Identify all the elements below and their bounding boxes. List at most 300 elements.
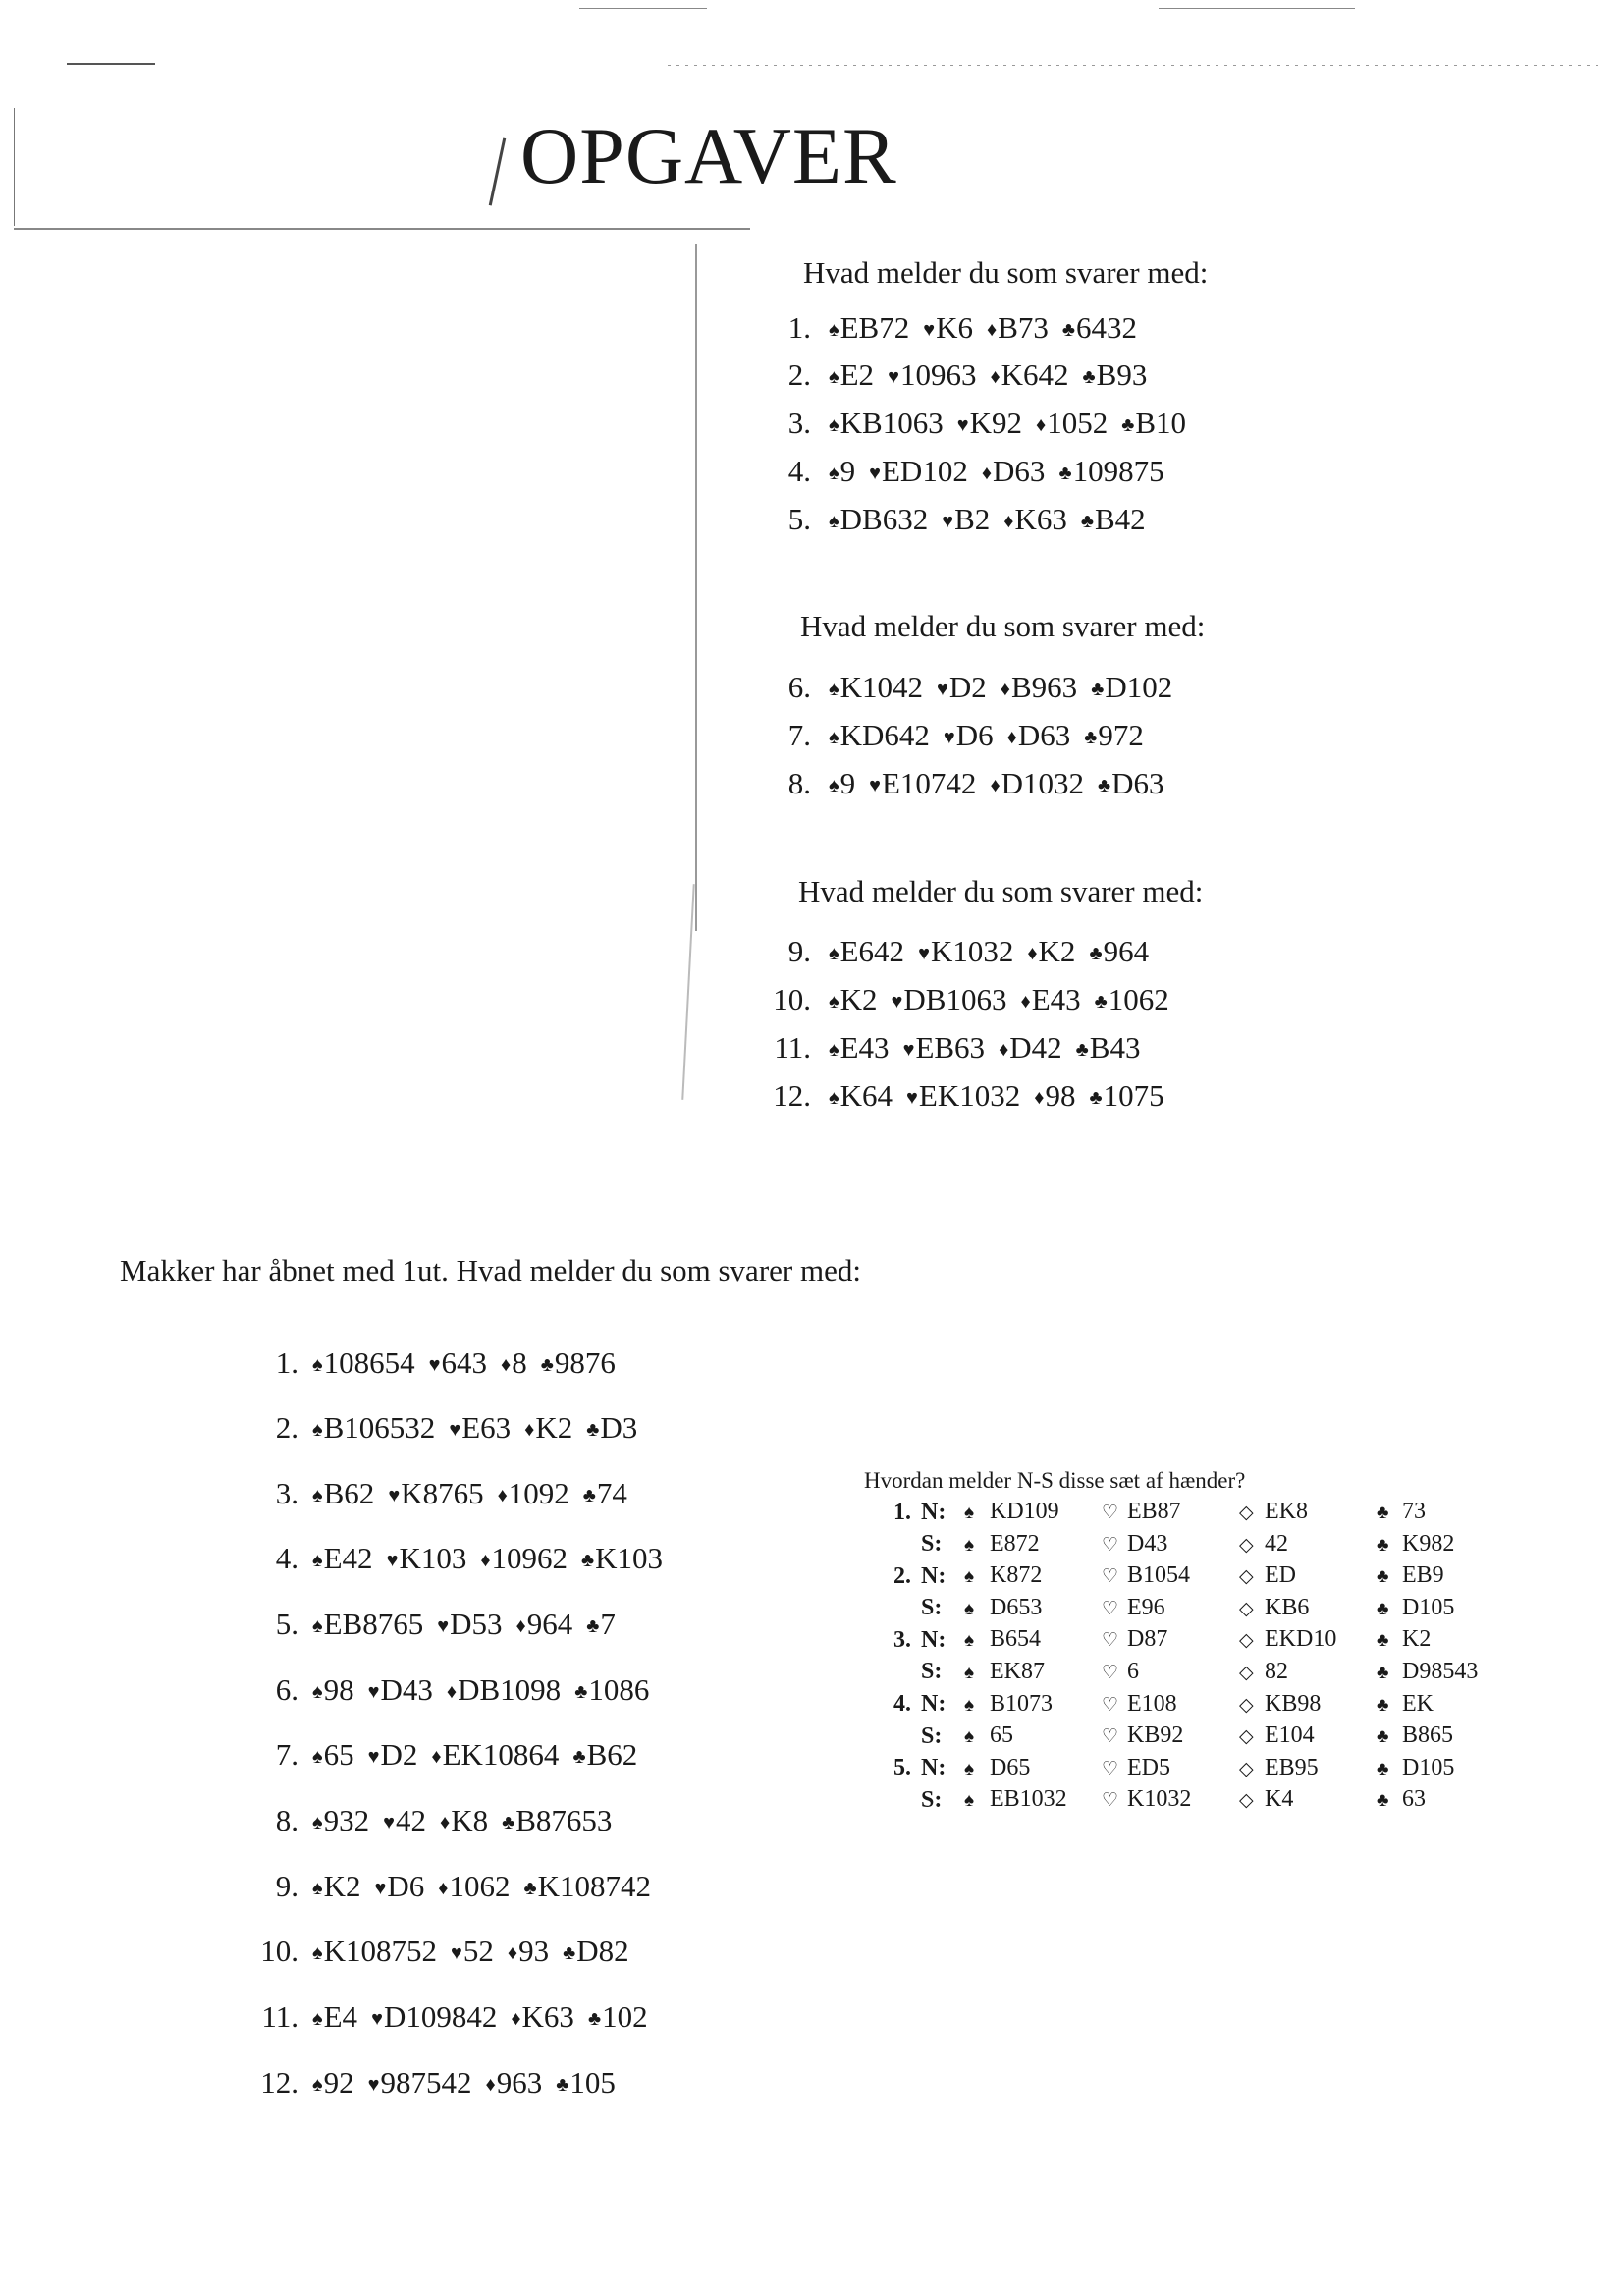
spades-cell [964,1753,1102,1785]
hand-value: D2 [380,1737,418,1772]
cell-value: D105 [1402,1594,1455,1620]
scan-line-vertical [695,244,697,931]
clubs-cell [1377,1657,1494,1689]
hand-row [245,2067,616,2098]
heart-icon: ♥ [869,775,881,796]
cell-value: B1054 [1127,1562,1191,1589]
spade-icon: ♠ [312,1485,323,1506]
diamonds-suit-icon: ◇ [1239,1758,1254,1779]
clubs-suit-icon: ♣ [1377,1790,1389,1812]
diamonds-suit-icon: ◇ [1239,1598,1254,1619]
cell-value: EB1032 [990,1786,1067,1813]
scan-line-top-right [1159,8,1355,9]
hand-value: 1092 [508,1476,569,1510]
heart-icon: ♥ [388,1485,401,1506]
hand-value: K642 [1001,357,1069,392]
hand-row [245,1936,629,1966]
diamond-icon: ♦ [497,1485,508,1506]
spades-cell [964,1497,1102,1529]
hand-value: 1. [275,1345,298,1380]
hand-row [245,1347,616,1378]
hand-value: K6 [936,310,974,345]
diamond-icon: ♦ [438,1878,449,1899]
hand-row [756,456,1164,486]
hand-value: B42 [1095,502,1146,536]
clubs-suit-icon: ♣ [1377,1566,1389,1588]
club-icon: ♣ [572,1746,586,1768]
hand-value: 9876 [554,1345,616,1380]
section-2-header: Hvad melder du som svarer med: [800,609,1206,643]
seat-label [921,1560,964,1593]
diamonds-suit-icon: ◇ [1239,1630,1254,1652]
ns-table-row [864,1657,1494,1689]
cell-value: 4. [893,1691,911,1718]
hand-value: 12. [260,2065,298,2100]
diamond-icon: ♦ [987,319,998,341]
hand-value: E63 [461,1410,512,1445]
spades-suit-icon: ♠ [964,1534,975,1556]
hand-value: 7. [275,1737,298,1772]
heart-icon: ♥ [449,1419,461,1441]
club-icon: ♣ [1082,366,1096,388]
cell-value: D105 [1402,1754,1455,1780]
ns-table-row [864,1497,1494,1529]
cell-value: E108 [1127,1690,1177,1717]
hand-value: 7 [600,1607,616,1641]
hand-value: B106532 [323,1410,436,1445]
hand-value: ED102 [882,454,968,488]
row-number [864,1560,921,1593]
hand-value: 987542 [380,2065,472,2100]
hearts-cell [1102,1721,1239,1753]
diamonds-cell [1239,1529,1377,1561]
cell-value: N: [921,1691,947,1718]
hand-value: 932 [323,1803,370,1837]
hand-value: 8. [275,1803,298,1837]
clubs-cell [1377,1689,1494,1722]
cell-value: D87 [1127,1626,1168,1653]
heart-icon: ♥ [943,727,955,748]
diamond-icon: ♦ [981,463,993,484]
hand-value: 102 [602,1999,648,2034]
cell-value: EK [1402,1690,1434,1717]
hand-value: B2 [954,502,991,536]
hand-value: D53 [450,1607,503,1641]
diamond-icon: ♦ [999,1039,1009,1061]
spade-icon: ♠ [829,943,839,964]
hand-value: 3. [275,1476,298,1510]
hand-value: 10962 [491,1541,568,1575]
club-icon: ♣ [1094,991,1108,1012]
scan-line-top-left [67,63,155,65]
club-icon: ♣ [582,1485,596,1506]
hand-value: K2 [1038,934,1076,968]
hand-value: D43 [380,1672,433,1707]
club-icon: ♣ [1061,319,1076,341]
hand-value: 11. [774,1030,811,1065]
hand-value: 52 [462,1934,494,1968]
clubs-cell [1377,1721,1494,1753]
hand-value: 963 [496,2065,543,2100]
cell-value: EB87 [1127,1499,1181,1524]
cell-value: D98543 [1402,1658,1479,1684]
hand-value: K2 [535,1410,573,1445]
cell-value: ED [1265,1562,1296,1589]
cell-value: K982 [1402,1530,1455,1557]
hearts-suit-icon: ♡ [1102,1566,1119,1588]
cell-value: EB95 [1265,1754,1319,1780]
spade-icon: ♠ [312,1942,323,1964]
cell-value: B654 [990,1626,1042,1653]
hand-value: B93 [1096,357,1148,392]
diamond-icon: ♦ [480,1550,491,1571]
diamonds-cell [1239,1560,1377,1593]
hearts-cell [1102,1753,1239,1785]
diamond-icon: ♦ [1000,679,1010,700]
hand-value: K1032 [930,934,1014,968]
diamonds-cell [1239,1624,1377,1657]
hand-row [756,359,1147,390]
hand-value: K2 [839,982,878,1016]
hand-row [756,768,1164,798]
hand-value: EK1032 [918,1078,1021,1113]
cell-value: K872 [990,1562,1043,1589]
hand-value: 7. [787,718,811,752]
cell-value: E96 [1127,1594,1165,1620]
hand-value: D82 [576,1934,629,1968]
hand-row [756,672,1172,702]
hand-value: 9 [839,454,856,488]
diamond-icon: ♦ [1034,1087,1045,1109]
hand-value: 9 [839,766,856,800]
scan-line-top [579,8,707,9]
hand-value: K108742 [537,1869,652,1903]
hand-value: 972 [1098,718,1144,752]
clubs-cell [1377,1529,1494,1561]
ns-table-row [864,1529,1494,1561]
cell-value: KB98 [1265,1690,1322,1717]
club-icon: ♣ [563,1942,576,1964]
cell-value: 2. [893,1562,911,1589]
hand-row [756,720,1144,750]
spade-icon: ♠ [829,727,839,748]
makker-header: Makker har åbnet med 1ut. Hvad melder du som svarer med: [120,1253,861,1287]
spade-icon: ♠ [829,366,839,388]
diamonds-cell [1239,1753,1377,1785]
diamonds-suit-icon: ◇ [1239,1790,1254,1812]
hand-row [245,1805,612,1835]
hand-value: 5. [275,1607,298,1641]
spade-icon: ♠ [312,1681,323,1703]
spades-cell [964,1689,1102,1722]
hand-value: 8 [512,1345,527,1380]
hand-value: E42 [323,1541,373,1575]
hand-value: E642 [839,934,905,968]
hand-value: K108752 [323,1934,438,1968]
hand-value: D63 [1111,766,1164,800]
hand-row [245,1543,663,1573]
spade-icon: ♠ [829,991,839,1012]
hand-value: E10742 [882,766,977,800]
spade-icon: ♠ [829,1087,839,1109]
row-number [864,1784,921,1817]
clubs-cell [1377,1560,1494,1593]
ns-table [864,1497,1494,1817]
seat-label [921,1529,964,1561]
seat-label [921,1593,964,1625]
spades-suit-icon: ♠ [964,1503,975,1523]
diamonds-cell [1239,1657,1377,1689]
hand-value: K64 [839,1078,893,1113]
heart-icon: ♥ [906,1087,918,1109]
row-number [864,1753,921,1785]
hand-value: 93 [518,1934,550,1968]
diamond-icon: ♦ [507,1942,518,1964]
cell-value: EK87 [990,1658,1045,1684]
hand-value: KD642 [839,718,930,752]
clubs-suit-icon: ♣ [1377,1726,1389,1748]
hand-row [756,408,1186,438]
cell-value: N: [921,1562,947,1589]
hand-value: D6 [955,718,994,752]
hand-value: K2 [323,1869,361,1903]
diamond-icon: ♦ [1006,727,1017,748]
diamond-icon: ♦ [440,1812,451,1833]
hand-value: 6432 [1076,310,1138,345]
hand-value: 10. [773,982,811,1016]
heart-icon: ♥ [374,1878,387,1899]
cell-value: EB9 [1402,1562,1444,1589]
diamond-icon: ♦ [990,366,1001,388]
spade-icon: ♠ [312,1615,323,1637]
clubs-suit-icon: ♣ [1377,1694,1389,1716]
diamond-icon: ♦ [990,775,1001,796]
hand-value: E43 [839,1030,890,1065]
scan-line-under-title [14,228,750,230]
diamond-icon: ♦ [1035,414,1047,436]
cell-value: E104 [1265,1722,1315,1749]
row-number [864,1593,921,1625]
hand-value: 105 [569,2065,616,2100]
cell-value: E872 [990,1530,1040,1557]
diamonds-suit-icon: ◇ [1239,1726,1254,1748]
spades-suit-icon: ♠ [964,1630,975,1652]
club-icon: ♣ [1089,943,1103,964]
hand-value: D2 [948,670,987,704]
diamond-icon: ♦ [446,1681,458,1703]
hand-value: 3. [787,406,811,440]
hand-value: B62 [323,1476,375,1510]
cell-value: D65 [990,1754,1031,1780]
hearts-cell [1102,1624,1239,1657]
hand-value: EK10864 [442,1737,560,1772]
cell-value: 73 [1402,1499,1426,1524]
spade-icon: ♠ [829,463,839,484]
hand-value: 964 [1103,934,1150,968]
hand-value: 11. [261,1999,298,2034]
hand-value: 1. [787,310,811,345]
heart-icon: ♥ [383,1812,395,1833]
hand-value: 12. [773,1078,811,1113]
club-icon: ♣ [1098,775,1111,796]
seat-label [921,1624,964,1657]
hand-value: 4. [275,1541,298,1575]
hearts-suit-icon: ♡ [1102,1726,1119,1748]
club-icon: ♣ [1075,1039,1089,1061]
hand-value: E43 [1031,982,1081,1016]
cell-value: B1073 [990,1690,1054,1717]
hand-value: EB8765 [323,1607,424,1641]
hand-value: 5. [787,502,811,536]
spades-cell [964,1784,1102,1817]
seat-label [921,1689,964,1722]
hand-value: D6 [387,1869,425,1903]
hand-value: D3 [600,1410,638,1445]
hand-value: B10 [1135,406,1186,440]
cell-value: KD109 [990,1499,1059,1524]
hearts-suit-icon: ♡ [1102,1598,1119,1619]
hand-value: D1032 [1001,766,1085,800]
hand-value: 1075 [1103,1078,1164,1113]
heart-icon: ♥ [923,319,936,341]
ns-table-row [864,1784,1494,1817]
spades-cell [964,1593,1102,1625]
clubs-suit-icon: ♣ [1377,1662,1389,1683]
spades-cell [964,1657,1102,1689]
spades-suit-icon: ♠ [964,1790,975,1812]
diamond-icon: ♦ [1003,511,1014,532]
spade-icon: ♠ [312,1878,323,1899]
hand-value: DB1098 [458,1672,562,1707]
hand-value: D63 [993,454,1046,488]
heart-icon: ♥ [956,414,969,436]
hand-value: 643 [441,1345,487,1380]
hand-value: 109875 [1072,454,1164,488]
hearts-cell [1102,1529,1239,1561]
clubs-suit-icon: ♣ [1377,1503,1389,1523]
hand-value: B963 [1011,670,1078,704]
hearts-suit-icon: ♡ [1102,1790,1119,1812]
spades-suit-icon: ♠ [964,1598,975,1619]
seat-label [921,1784,964,1817]
title-tick-mark [489,137,506,205]
row-number [864,1497,921,1529]
spade-icon: ♠ [829,414,839,436]
cell-value: D653 [990,1594,1043,1620]
hand-row [756,1080,1164,1111]
cell-value: EK8 [1265,1499,1308,1524]
hand-row [245,1412,637,1443]
club-icon: ♣ [586,1419,600,1441]
ns-table-row [864,1721,1494,1753]
cell-value: B865 [1402,1722,1454,1749]
hand-value: 6. [275,1672,298,1707]
hand-row [245,1674,649,1705]
row-number [864,1721,921,1753]
heart-icon: ♥ [371,2008,383,2030]
cell-value: K1032 [1127,1786,1192,1813]
diamond-icon: ♦ [501,1354,512,1376]
hearts-suit-icon: ♡ [1102,1662,1119,1683]
spades-suit-icon: ♠ [964,1662,975,1683]
hand-value: KB1063 [839,406,944,440]
hand-value: D42 [1009,1030,1062,1065]
hand-value: 10. [260,1934,298,1968]
row-number [864,1624,921,1657]
heart-icon: ♥ [937,679,948,700]
cell-value: S: [921,1531,943,1558]
cell-value: S: [921,1722,943,1749]
spade-icon: ♠ [312,1746,323,1768]
club-icon: ♣ [523,1878,537,1899]
diamond-icon: ♦ [524,1419,535,1441]
hand-value: K1042 [839,670,924,704]
cell-value: N: [921,1755,947,1781]
spade-icon: ♠ [312,2008,323,2030]
heart-icon: ♥ [367,2074,380,2096]
cell-value: 1. [893,1499,911,1525]
diamond-icon: ♦ [1027,943,1038,964]
hand-value: E4 [323,1999,358,2034]
clubs-suit-icon: ♣ [1377,1630,1389,1652]
cell-value: 5. [893,1755,911,1781]
hand-row [756,1032,1140,1063]
hand-value: 2. [275,1410,298,1445]
hand-value: 74 [596,1476,627,1510]
cell-value: D43 [1127,1530,1168,1557]
hand-value: D109842 [383,1999,498,2034]
cell-value: S: [921,1786,943,1813]
club-icon: ♣ [1089,1087,1103,1109]
ns-table-row [864,1593,1494,1625]
cell-value: 82 [1265,1658,1288,1684]
hand-row [756,504,1146,534]
hand-value: D63 [1017,718,1071,752]
spades-cell [964,1560,1102,1593]
seat-label [921,1657,964,1689]
spade-icon: ♠ [312,1354,323,1376]
hand-row [756,936,1149,966]
cell-value: EKD10 [1265,1626,1337,1653]
hearts-cell [1102,1497,1239,1529]
hearts-suit-icon: ♡ [1102,1534,1119,1556]
clubs-suit-icon: ♣ [1377,1598,1389,1619]
hand-value: D102 [1105,670,1173,704]
cell-value: 65 [990,1722,1013,1749]
hand-value: E2 [839,357,875,392]
hand-value: 9. [787,934,811,968]
spade-icon: ♠ [312,1419,323,1441]
cell-value: KB92 [1127,1722,1184,1749]
hand-value: B73 [998,310,1049,345]
diamonds-cell [1239,1784,1377,1817]
diamonds-cell [1239,1593,1377,1625]
hand-value: 9. [275,1869,298,1903]
hand-value: 65 [323,1737,354,1772]
hand-value: 4. [787,454,811,488]
hand-value: 98 [1045,1078,1076,1113]
club-icon: ♣ [574,1681,588,1703]
spades-suit-icon: ♠ [964,1694,975,1716]
hand-value: 6. [787,670,811,704]
cell-value: S: [921,1659,943,1685]
clubs-cell [1377,1784,1494,1817]
spade-icon: ♠ [312,1812,323,1833]
scan-line-vertical-lower [681,884,695,1100]
hand-value: K8 [451,1803,489,1837]
hand-value: EB72 [839,310,910,345]
clubs-cell [1377,1593,1494,1625]
